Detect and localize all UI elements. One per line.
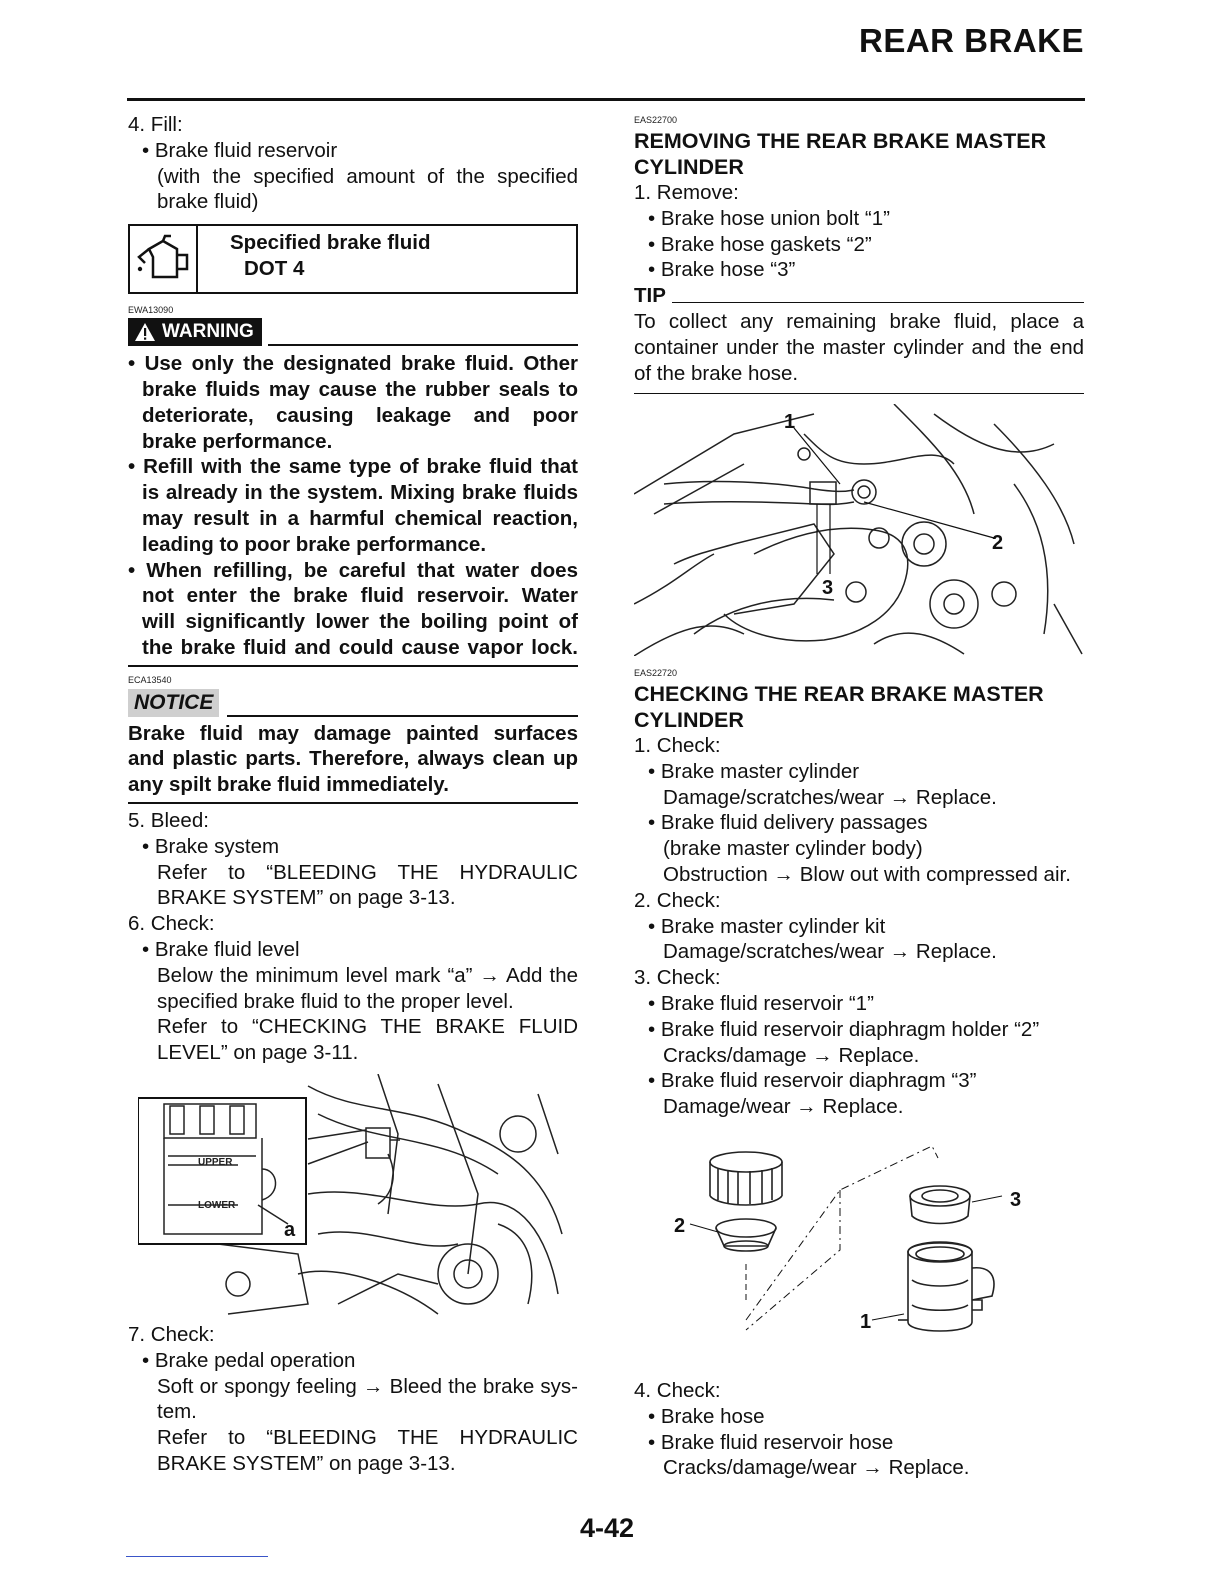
tip-header (634, 283, 1084, 309)
right-column-check: EAS22720 CHECKING THE REAR BRAKE MASTER CYLINDER 1. Check: • Brake master cylinder Damage/scratches/wear → Replace. • Brake fluid delivery passages (brake master cylinder body) Obstruction → Blow out with compressed air. 2. Check: • Brake master cylinder kit Damage/scratches/wear → Replace. 3. Check: • Brake fluid reservoir “1” • Brake fluid reservoir diaphragm holder “2” Cracks/damage → Replace. • Brake fluid reservoir diaphragm “3” Damage/wear → Replace. (634, 668, 1084, 1120)
reservoir-exploded-figure (660, 1140, 1040, 1340)
warning-code: EWA13090 (128, 305, 174, 316)
check-heading: CYLINDER (634, 708, 744, 732)
footer-rule (126, 1556, 268, 1557)
page-title: REAR BRAKE (858, 22, 1084, 59)
warning-text: • Use only the designated brake fluid. Other brake fluids may cause the rubber seals to deteriorate, causing leakage and poor brake performance. • Refill with the same type of brake fluid that is already in the system. Mixing brake fluids may result in a harmful chemical reaction, leading to poor brake performance. • When refilling, be careful that water does not enter the brake fluid reservoir. Water will significantly lower the boiling point of the brake fluid and could cause vapor lock. (128, 352, 578, 659)
remove-heading: CYLINDER (634, 155, 744, 179)
warning-header (128, 318, 578, 346)
page-number: 4-42 (580, 1513, 635, 1543)
spec-value: DOT 4 (244, 256, 305, 280)
notice-header (128, 689, 578, 717)
left-column (128, 112, 578, 1066)
lower-mark-label: LOWER (198, 1200, 236, 1211)
callout-diaphragm: 3 (1010, 1189, 1022, 1211)
warning-label: WARNING (162, 321, 254, 343)
callout-union-bolt: 1 (784, 411, 796, 433)
master-cylinder-figure (634, 404, 1084, 656)
brake-fluid-can-icon (130, 226, 198, 292)
spec-label: Specified brake fluid (230, 231, 431, 255)
fill-note: brake fluid) (157, 190, 259, 214)
check-4-section: 4. Check: • Brake hose • Brake fluid reservoir hose Cracks/damage/wear → Replace. (634, 1379, 970, 1480)
bleed-check-section: 5. Bleed: • Brake system Refer to “BLEEDING THE HYDRAULIC BRAKE SYSTEM” on page 3-13. 6. Check: • Brake fluid level Below the minimum level mark “a” → Add the specified brake fluid to the proper level. Refer to “CHECKING THE BRAKE FLUID LEVEL” on page 3-11. (128, 808, 578, 1065)
spec-box (128, 224, 578, 294)
level-mark-callout: a (284, 1219, 296, 1241)
fill-step: 4. Fill: (128, 113, 183, 136)
callout-gaskets: 2 (992, 532, 1004, 554)
fill-note: (with the specified amount of the specified (157, 164, 578, 188)
warning-triangle-icon (134, 322, 156, 342)
remove-heading: REMOVING THE REAR BRAKE MASTER (634, 129, 1047, 153)
notice-code: ECA13540 (128, 674, 172, 685)
warning-badge (128, 318, 262, 346)
notice-badge: NOTICE (128, 689, 219, 717)
upper-mark-label: UPPER (198, 1157, 233, 1168)
right-column-top: EAS22700 REMOVING THE REAR BRAKE MASTER CYLINDER 1. Remove: • Brake hose union bolt “1” • Brake hose gaskets “2” • Brake hose “3” TIP To collect any remaining brake fluid, place a container under the master cylinder and the end of the brake hose. (634, 115, 1084, 394)
fill-bullet: • Brake fluid reservoir (142, 138, 338, 162)
check-section-code: EAS22720 (634, 668, 678, 678)
check-heading: CHECKING THE REAR BRAKE MASTER (634, 682, 1044, 706)
callout-brake-hose: 3 (822, 577, 834, 599)
callout-diaphragm-holder: 2 (674, 1215, 686, 1237)
remove-section-code: EAS22700 (634, 115, 678, 125)
header-rule (127, 98, 1085, 101)
check-7-section: 7. Check: • Brake pedal operation Soft or spongy feeling → Bleed the brake sys- tem. Refer to “BLEEDING THE HYDRAULIC BRAKE SYSTEM” on page 3-13. (128, 1323, 578, 1475)
tip-label: TIP (634, 284, 666, 308)
notice-text: Brake fluid may damage painted surfaces and plastic parts. Therefore, always clean up any spilt brake fluid immediately. (128, 721, 578, 797)
callout-reservoir: 1 (860, 1311, 872, 1333)
reservoir-level-figure (138, 1074, 563, 1318)
